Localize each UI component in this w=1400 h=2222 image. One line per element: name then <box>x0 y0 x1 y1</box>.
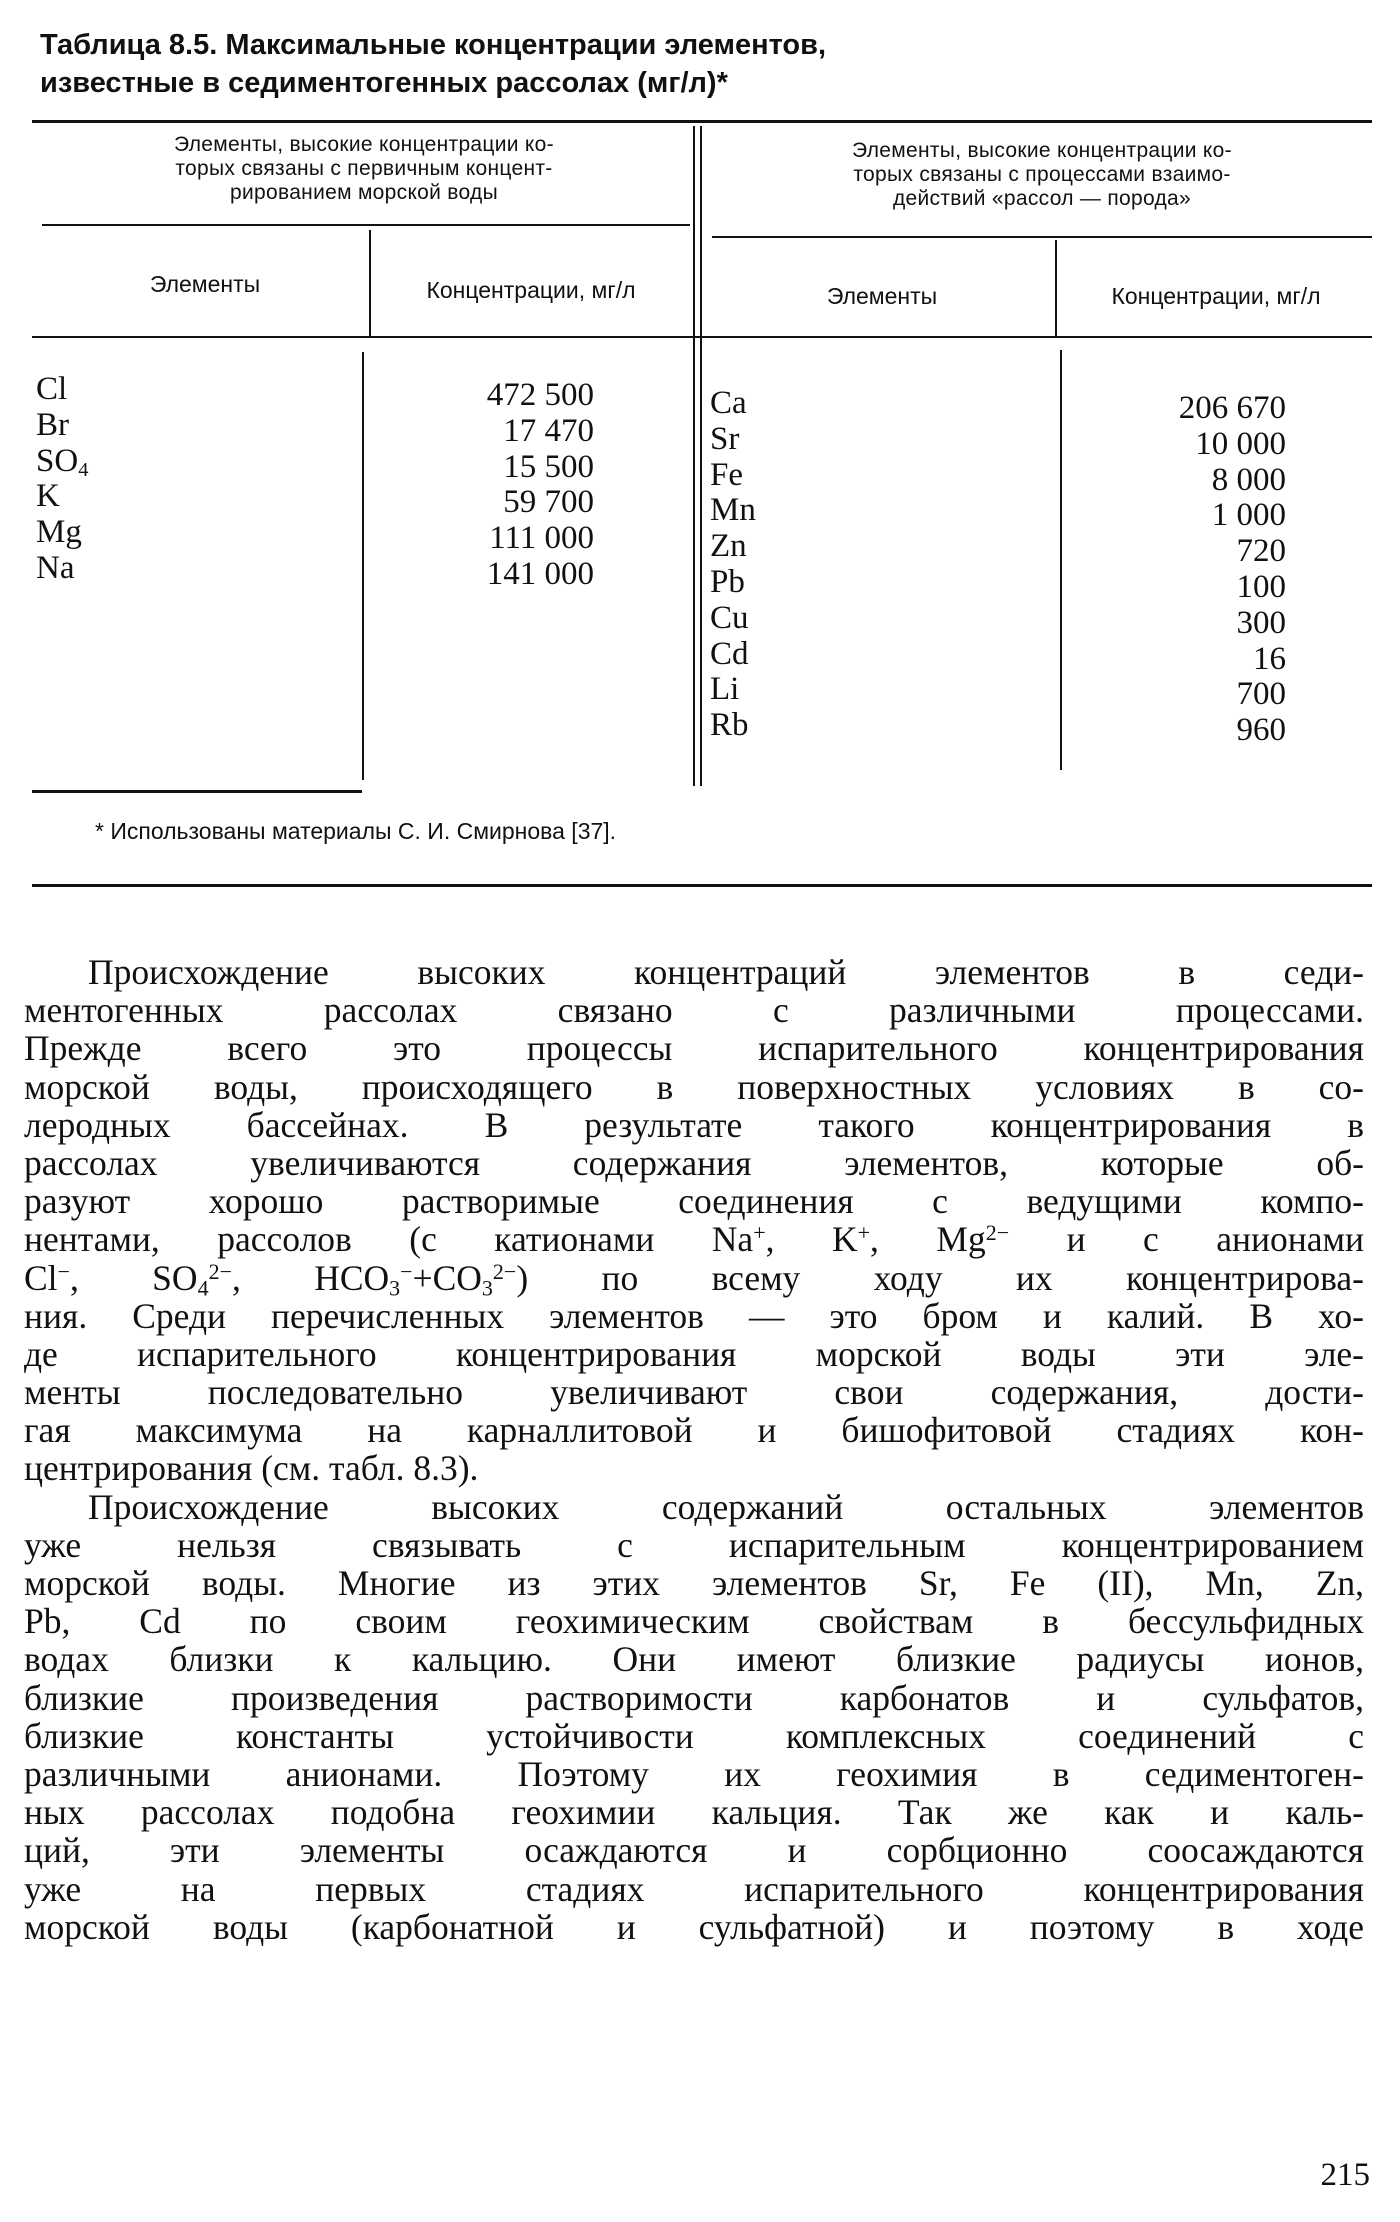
concentration-cell: 472 500 <box>486 377 594 413</box>
right-group-header <box>712 139 1372 211</box>
element-cell: $SO_4$ <box>36 442 89 481</box>
text-line: менты последовательно увеличивают свои содержания, дости- <box>24 1372 1364 1413</box>
element-cell: Cd <box>710 635 749 672</box>
center-double-rule-b <box>700 126 702 786</box>
text-line: водах близки к кальцию. Они имеют близкие радиусы ионов, <box>24 1639 1364 1680</box>
text-line: уже нельзя связывать с испарительным концентрированием <box>24 1524 1364 1565</box>
left-group-header-line: рированием морской воды <box>230 181 498 204</box>
concentration-cell: 700 <box>1236 676 1286 713</box>
concentration-cell: 111 000 <box>489 520 594 557</box>
text-line: близкие константы устойчивости комплексных соединений с <box>24 1715 1364 1756</box>
left-element-column-header: Элементы <box>149 271 261 297</box>
element-cell: Pb <box>710 563 745 600</box>
element-cell: Br <box>36 406 69 443</box>
text-line: центрирования (см. табл. 8.3). <box>24 1448 479 1489</box>
text-line: гая максимума на карналлитовой и бишофитовой стадиях кон- <box>24 1410 1364 1451</box>
text-line: различными анионами. Поэтому их геохимия в седиментоген- <box>24 1753 1364 1794</box>
concentration-cell: 10 000 <box>1195 425 1286 462</box>
page-number: 215 <box>1320 2157 1370 2193</box>
table-caption <box>40 26 1370 102</box>
text-line: де испарительного концентрирования морской воды эти эле- <box>24 1333 1364 1374</box>
concentration-cell: 1 000 <box>1211 497 1286 534</box>
right-concentration-column <box>1130 391 1286 749</box>
left-concentration-column-header: Концентрации, мг/л <box>426 277 636 303</box>
left-inner-divider-body <box>362 352 364 780</box>
text-line: нентами, рассолов (с катионами Na+, K+, $Mg^{2-}$ и с анионами <box>24 1219 1365 1260</box>
center-double-rule-a <box>693 126 695 786</box>
body-text <box>24 953 1364 1946</box>
table-bottom-rule <box>32 884 1372 887</box>
concentration-cell: 141 000 <box>486 555 594 592</box>
table-top-rule <box>32 120 1372 123</box>
concentration-cell: 960 <box>1236 712 1286 749</box>
text-line: Cl−, $SO_4^{2-}$, $HCO_3^-+CO_3^{2-}$) по всему ходу их концентрирова- <box>24 1257 1365 1300</box>
caption-line-2: известные в седиментогенных рассолах (мг/л)* <box>40 67 728 99</box>
concentration-cell: 720 <box>1236 533 1286 570</box>
concentration-cell: 17 470 <box>503 412 594 449</box>
element-cell: Cl <box>36 371 68 407</box>
left-group-rule <box>42 224 690 226</box>
text-line: Происхождение высоких концентраций элементов в седи- <box>88 952 1364 992</box>
element-cell: Zn <box>710 528 747 565</box>
right-inner-divider <box>1055 240 1057 336</box>
text-line: морской воды. Многие из этих элементов Sr, Fe (II), Mn, Zn, <box>24 1563 1364 1603</box>
concentration-cell: 8 000 <box>1211 461 1286 498</box>
element-cell: Rb <box>710 707 749 744</box>
concentration-cell: 206 670 <box>1178 390 1286 426</box>
right-group-rule <box>712 236 1372 238</box>
element-cell: K <box>36 478 60 515</box>
left-inner-divider <box>369 230 371 336</box>
text-line: Pb, Cd по своим геохимическим свойствам в бессульфидных <box>24 1601 1364 1642</box>
element-cell: Mg <box>36 514 82 551</box>
right-element-column <box>710 386 756 744</box>
header-bottom-rule <box>32 336 1372 338</box>
concentration-cell: 15 500 <box>503 448 594 485</box>
left-element-column <box>36 372 88 587</box>
concentration-cell: 100 <box>1236 568 1286 605</box>
text-line: Происхождение высоких содержаний остальных элементов <box>88 1486 1364 1527</box>
caption-line-1: Таблица 8.5. Максимальные концентрации элементов, <box>40 29 827 61</box>
text-line: морской воды, происходящего в поверхностных условиях в со- <box>24 1066 1364 1107</box>
right-group-header-line: действий «рассол — порода» <box>892 187 1191 210</box>
left-group-header-line: Элементы, высокие концентрации ко- <box>174 133 554 156</box>
text-line: близкие произведения растворимости карбонатов и сульфатов, <box>24 1677 1364 1718</box>
right-element-column-header: Элементы <box>826 283 938 309</box>
right-group-header-line: торых связаны с процессами взаимо- <box>853 163 1231 186</box>
left-concentration-column <box>440 378 594 593</box>
text-line: разуют хорошо растворимые соединения с ведущими компо- <box>24 1181 1364 1222</box>
element-cell: Fe <box>710 456 743 493</box>
concentration-cell: 300 <box>1236 604 1286 641</box>
right-inner-divider-body <box>1060 350 1062 770</box>
element-cell: Mn <box>710 492 756 529</box>
left-group-header-line: торых связаны с первичным концент- <box>175 157 553 180</box>
text-line: леродных бассейнах. В результате такого концентрирования в <box>24 1104 1364 1145</box>
concentration-cell: 59 700 <box>503 484 594 521</box>
text-line: ных рассолах подобна геохимии кальция. Так же как и каль- <box>24 1792 1364 1833</box>
element-cell: Na <box>36 549 75 586</box>
concentration-cell: 16 <box>1253 640 1286 677</box>
text-line: ций, эти элементы осаждаются и сорбционно соосаждаются <box>24 1830 1364 1871</box>
text-line: рассолах увеличиваются содержания элементов, которые об- <box>24 1142 1364 1183</box>
text-line: ментогенных рассолах связано с различными процессами. <box>24 990 1364 1031</box>
right-concentration-column-header: Концентрации, мг/л <box>1111 283 1321 309</box>
text-line: морской воды (карбонатной и сульфатной) и поэтому в ходе <box>24 1906 1364 1947</box>
left-group-header <box>44 133 684 205</box>
text-line: Прежде всего это процессы испарительного концентрирования <box>24 1028 1364 1069</box>
left-bottom-rule <box>32 790 362 793</box>
element-cell: Sr <box>710 420 740 457</box>
text-line: уже на первых стадиях испарительного концентрирования <box>24 1868 1364 1909</box>
element-cell: Ca <box>710 385 747 421</box>
table-footnote: * Использованы материалы С. И. Смирнова [37]. <box>95 818 617 844</box>
element-cell: Li <box>710 671 740 708</box>
right-group-header-line: Элементы, высокие концентрации ко- <box>852 139 1232 162</box>
element-cell: Cu <box>710 599 749 636</box>
text-line: ния. Среди перечисленных элементов — это бром и калий. В хо- <box>24 1295 1364 1336</box>
